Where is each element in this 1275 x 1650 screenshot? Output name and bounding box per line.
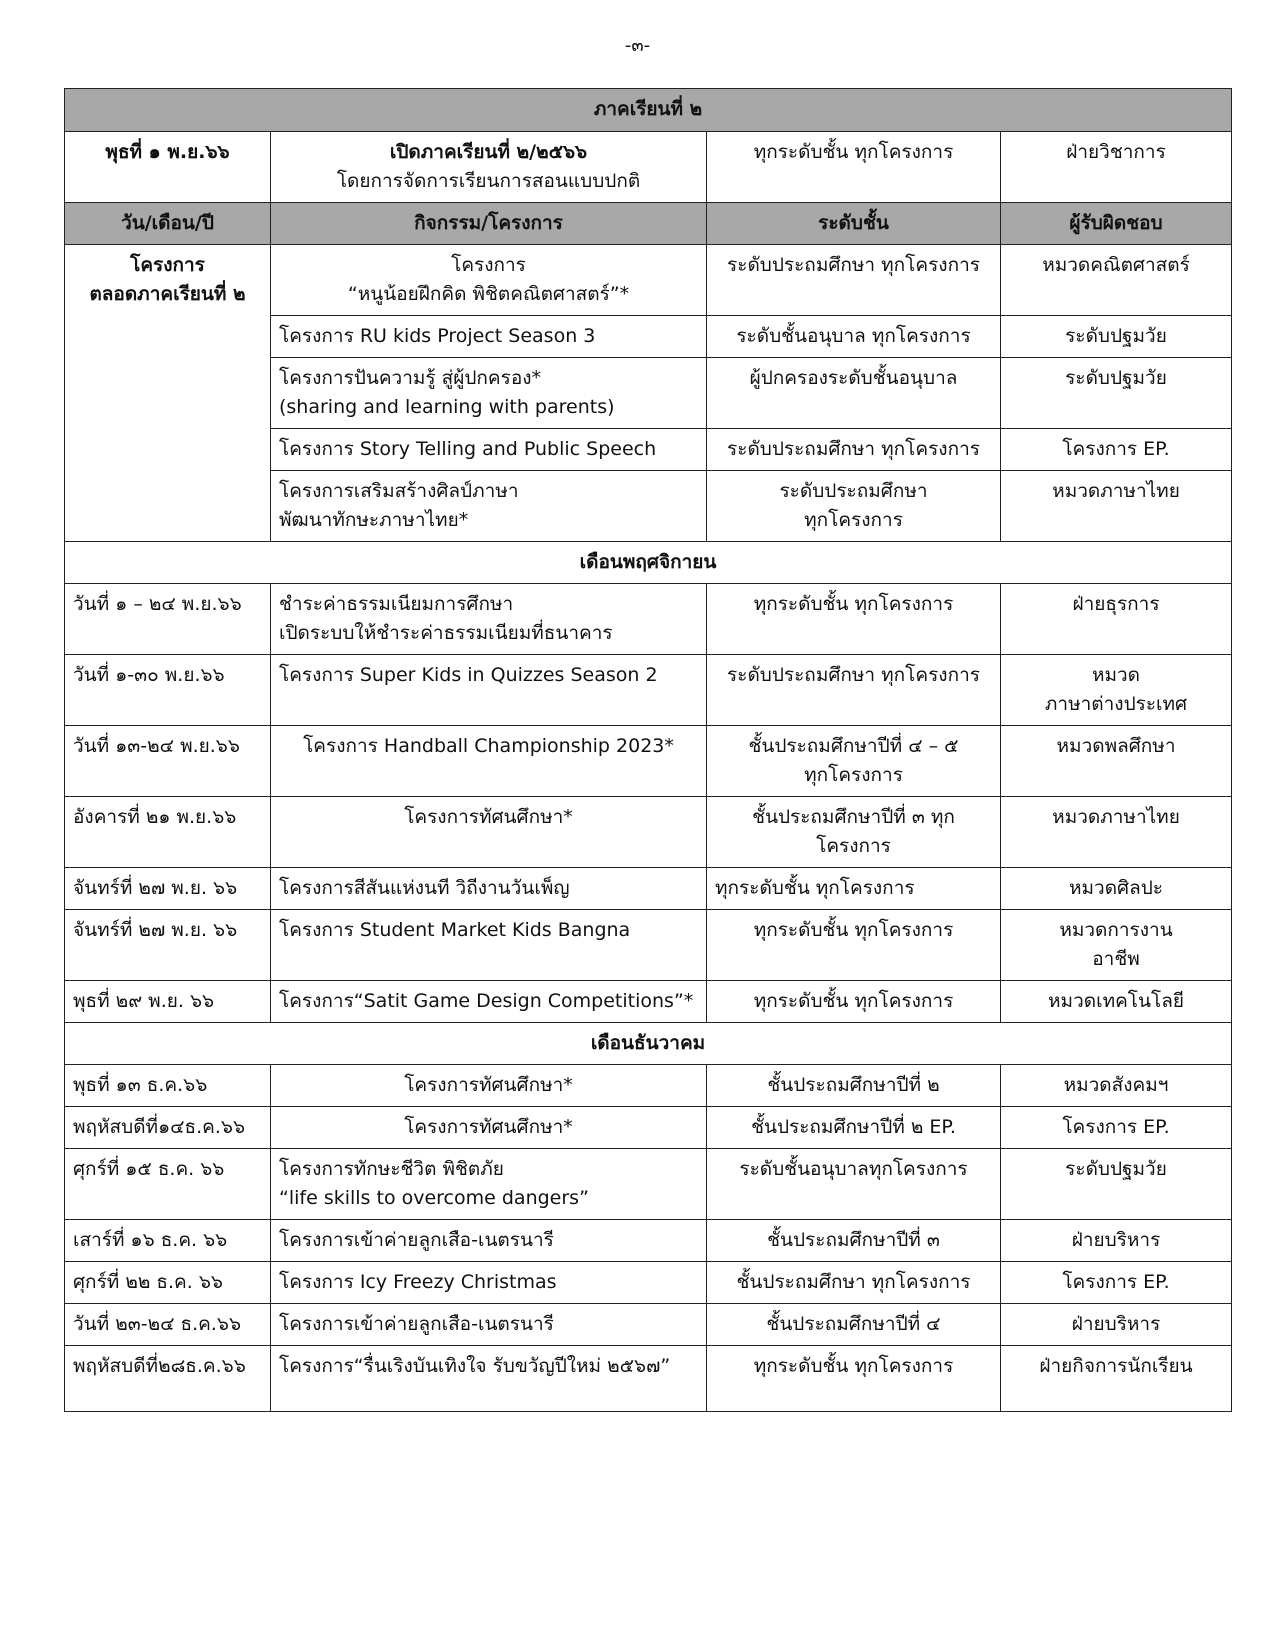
table-row xyxy=(65,1304,1232,1346)
level-text: ระดับประถมศึกษา ทุกโครงการ xyxy=(727,438,980,460)
activity-text: โครงการเข้าค่ายลูกเสือ-เนตรนารี xyxy=(279,1229,554,1251)
november-title: เดือนพฤศจิกายน xyxy=(65,542,1232,584)
level-text: ทุกระดับชั้น ทุกโครงการ xyxy=(753,919,954,941)
level-text: ระดับประถมศึกษา ทุกโครงการ xyxy=(727,254,980,276)
level-text: ชั้นประถมศึกษา ทุกโครงการ xyxy=(736,1271,971,1293)
activity-cell xyxy=(271,1065,707,1107)
owner-cell xyxy=(1001,584,1232,655)
level-cell xyxy=(707,1107,1001,1149)
level-cell xyxy=(707,316,1001,358)
table-row xyxy=(65,1262,1232,1304)
owner-text: โครงการ EP. xyxy=(1062,1116,1170,1138)
activity-cell xyxy=(271,358,707,429)
owner-cell xyxy=(1001,245,1232,316)
owner-text: หมวดคณิตศาสตร์ xyxy=(1042,254,1190,276)
table-row xyxy=(65,726,1232,797)
ongoing-date-cell xyxy=(65,245,271,542)
owner-text: ระดับปฐมวัย xyxy=(1065,1158,1167,1180)
activity-cell xyxy=(271,1107,707,1149)
owner-text: ฝ่ายบริหาร xyxy=(1071,1313,1161,1335)
activity-text: โครงการ xyxy=(451,254,526,276)
owner-cell xyxy=(1001,726,1232,797)
owner-text: โครงการ EP. xyxy=(1062,1271,1170,1293)
activity-cell xyxy=(271,316,707,358)
activity-cell xyxy=(271,1262,707,1304)
level-cell xyxy=(707,429,1001,471)
level-text: ชั้นประถมศึกษาปีที่ ๔ – ๕ xyxy=(748,735,959,757)
owner-text: หมวดภาษาไทย xyxy=(1052,480,1180,502)
level-cell xyxy=(707,797,1001,868)
activity-cell xyxy=(271,868,707,910)
owner-cell xyxy=(1001,358,1232,429)
level-text: ทุกระดับชั้น ทุกโครงการ xyxy=(715,877,915,899)
date-cell: วันที่ ๑-๓๐ พ.ย.๖๖ xyxy=(65,655,271,726)
owner-text-line2: ภาษาต่างประเทศ xyxy=(1044,693,1188,715)
activity-cell xyxy=(271,429,707,471)
activity-text-line2: “life skills to overcome dangers” xyxy=(279,1187,589,1209)
activity-text: โครงการทัศนศึกษา* xyxy=(404,1074,573,1096)
date-cell: ศุกร์ที่ ๒๒ ธ.ค. ๖๖ xyxy=(65,1262,271,1304)
level-cell xyxy=(707,358,1001,429)
date-cell: พุธที่ ๑๓ ธ.ค.๖๖ xyxy=(65,1065,271,1107)
semester-header-row xyxy=(65,89,1232,132)
owner-text: ระดับปฐมวัย xyxy=(1065,367,1167,389)
december-section-header xyxy=(65,1023,1232,1065)
activity-text: โครงการ Story Telling and Public Speech xyxy=(279,438,657,460)
ongoing-date-label-line2: ตลอดภาคเรียนที่ ๒ xyxy=(89,283,246,305)
level-text: ชั้นประถมศึกษาปีที่ ๒ EP. xyxy=(751,1116,956,1138)
owner-cell xyxy=(1001,1346,1232,1412)
activity-text: โครงการเข้าค่ายลูกเสือ-เนตรนารี xyxy=(279,1313,554,1335)
activity-cell xyxy=(271,245,707,316)
owner-cell xyxy=(1001,868,1232,910)
activity-text: ชำระค่าธรรมเนียมการศึกษา xyxy=(279,593,514,615)
activity-text: โครงการ“รื่นเริงบันเทิงใจ รับขวัญปีใหม่ ๒๕๖๗” xyxy=(279,1355,671,1377)
level-text: ชั้นประถมศึกษาปีที่ ๓ ทุกโครงการ xyxy=(752,806,955,857)
activity-cell xyxy=(271,1304,707,1346)
date-cell: วันที่ ๒๓-๒๔ ธ.ค.๖๖ xyxy=(65,1304,271,1346)
owner-text: หมวดภาษาไทย xyxy=(1052,806,1180,828)
column-header-date: วัน/เดือน/ปี xyxy=(65,203,271,245)
date-cell: ศุกร์ที่ ๑๕ ธ.ค. ๖๖ xyxy=(65,1149,271,1220)
level-text-line2: ทุกโครงการ xyxy=(804,764,903,786)
table-row xyxy=(65,245,1232,316)
level-cell xyxy=(707,726,1001,797)
date-cell: พฤหัสบดีที่๑๔ธ.ค.๖๖ xyxy=(65,1107,271,1149)
opening-activity-desc: โดยการจัดการเรียนการสอนแบบปกติ xyxy=(336,170,641,192)
activity-text: โครงการทัศนศึกษา* xyxy=(404,1116,573,1138)
level-text: ผู้ปกครองระดับชั้นอนุบาล xyxy=(749,367,958,389)
owner-text: หมวดศิลปะ xyxy=(1068,877,1164,899)
activity-cell xyxy=(271,584,707,655)
activity-cell xyxy=(271,1149,707,1220)
ongoing-date-label: โครงการ xyxy=(130,254,205,276)
activity-text: โครงการ Student Market Kids Bangna xyxy=(279,919,631,941)
level-text: ระดับชั้นอนุบาลทุกโครงการ xyxy=(739,1158,968,1180)
level-cell xyxy=(707,1220,1001,1262)
level-cell xyxy=(707,981,1001,1023)
activity-cell xyxy=(271,655,707,726)
column-header-row xyxy=(65,203,1232,245)
table-row xyxy=(65,584,1232,655)
owner-cell xyxy=(1001,655,1232,726)
semester-title: ภาคเรียนที่ ๒ xyxy=(65,89,1232,132)
column-header-level: ระดับชั้น xyxy=(707,203,1001,245)
opening-row xyxy=(65,132,1232,203)
level-cell xyxy=(707,1262,1001,1304)
owner-cell xyxy=(1001,471,1232,542)
table-row xyxy=(65,655,1232,726)
date-cell: พฤหัสบดีที่๒๘ธ.ค.๖๖ xyxy=(65,1346,271,1412)
activity-text-line2: เปิดระบบให้ชำระค่าธรรมเนียมที่ธนาคาร xyxy=(279,622,613,644)
activity-text: โครงการทัศนศึกษา* xyxy=(404,806,573,828)
level-text: ชั้นประถมศึกษาปีที่ ๓ xyxy=(767,1229,940,1251)
page-number: -๓- xyxy=(624,35,651,56)
december-title: เดือนธันวาคม xyxy=(65,1023,1232,1065)
owner-text: หมวดพลศึกษา xyxy=(1056,735,1176,757)
level-cell xyxy=(707,1304,1001,1346)
date-cell: วันที่ ๑ – ๒๔ พ.ย.๖๖ xyxy=(65,584,271,655)
activity-cell xyxy=(271,981,707,1023)
activity-text: โครงการ Icy Freezy Christmas xyxy=(279,1271,557,1293)
owner-text: ระดับปฐมวัย xyxy=(1065,325,1167,347)
activity-text: โครงการ Handball Championship 2023* xyxy=(303,735,674,757)
level-text: ทุกระดับชั้น ทุกโครงการ xyxy=(753,593,954,615)
opening-activity-title: เปิดภาคเรียนที่ ๒/๒๕๖๖ xyxy=(389,141,588,163)
level-text: ชั้นประถมศึกษาปีที่ ๔ xyxy=(766,1313,941,1335)
activity-text-line2: “หนูน้อยฝึกคิด พิชิตคณิตศาสตร์”* xyxy=(347,283,630,305)
activity-cell xyxy=(271,797,707,868)
owner-cell xyxy=(1001,910,1232,981)
date-cell: เสาร์ที่ ๑๖ ธ.ค. ๖๖ xyxy=(65,1220,271,1262)
table-row xyxy=(65,981,1232,1023)
owner-text: โครงการ EP. xyxy=(1062,438,1170,460)
owner-cell xyxy=(1001,1107,1232,1149)
opening-owner: ฝ่ายวิชาการ xyxy=(1001,132,1232,203)
level-text: ระดับประถมศึกษา ทุกโครงการ xyxy=(727,664,980,686)
activity-text-line2: (sharing and learning with parents) xyxy=(279,396,615,418)
level-text: ทุกระดับชั้น ทุกโครงการ xyxy=(753,990,954,1012)
level-cell xyxy=(707,245,1001,316)
owner-cell xyxy=(1001,1149,1232,1220)
owner-cell xyxy=(1001,1220,1232,1262)
level-cell xyxy=(707,910,1001,981)
activity-text: โครงการ“Satit Game Design Competitions”* xyxy=(279,990,694,1012)
activity-text: โครงการ Super Kids in Quizzes Season 2 xyxy=(279,664,658,686)
owner-text: หมวดเทคโนโลยี xyxy=(1048,990,1184,1012)
level-cell xyxy=(707,1346,1001,1412)
level-cell xyxy=(707,655,1001,726)
table-row xyxy=(65,910,1232,981)
opening-level: ทุกระดับชั้น ทุกโครงการ xyxy=(707,132,1001,203)
owner-text: หมวดสังคมฯ xyxy=(1063,1074,1169,1096)
activity-cell xyxy=(271,1346,707,1412)
table-row xyxy=(65,1107,1232,1149)
owner-cell xyxy=(1001,1304,1232,1346)
date-cell: พุธที่ ๒๙ พ.ย. ๖๖ xyxy=(65,981,271,1023)
owner-cell xyxy=(1001,316,1232,358)
date-cell: จันทร์ที่ ๒๗ พ.ย. ๖๖ xyxy=(65,910,271,981)
november-section-header xyxy=(65,542,1232,584)
activity-text: โครงการ RU kids Project Season 3 xyxy=(279,325,596,347)
owner-cell xyxy=(1001,429,1232,471)
activity-cell xyxy=(271,471,707,542)
column-header-owner: ผู้รับผิดชอบ xyxy=(1001,203,1232,245)
level-text: ชั้นประถมศึกษาปีที่ ๒ xyxy=(767,1074,940,1096)
opening-date: พุธที่ ๑ พ.ย.๖๖ xyxy=(65,132,271,203)
level-text: ระดับชั้นอนุบาล ทุกโครงการ xyxy=(736,325,971,347)
table-row xyxy=(65,868,1232,910)
column-header-activity: กิจกรรม/โครงการ xyxy=(271,203,707,245)
activity-text-line2: พัฒนาทักษะภาษาไทย* xyxy=(279,509,469,531)
level-cell xyxy=(707,868,1001,910)
table-row xyxy=(65,797,1232,868)
table-row xyxy=(65,1065,1232,1107)
owner-cell xyxy=(1001,1262,1232,1304)
level-cell xyxy=(707,1065,1001,1107)
owner-text-line2: อาชีพ xyxy=(1092,948,1140,970)
owner-text: ฝ่ายบริหาร xyxy=(1071,1229,1161,1251)
date-cell: วันที่ ๑๓-๒๔ พ.ย.๖๖ xyxy=(65,726,271,797)
activity-text: โครงการทักษะชีวิต พิชิตภัย xyxy=(279,1158,504,1180)
activity-text: โครงการสีสันแห่งนที วิถีงานวันเพ็ญ xyxy=(279,877,570,899)
date-cell: จันทร์ที่ ๒๗ พ.ย. ๖๖ xyxy=(65,868,271,910)
level-cell xyxy=(707,471,1001,542)
table-row xyxy=(65,1346,1232,1412)
level-text-line2: ทุกโครงการ xyxy=(804,509,903,531)
table-row xyxy=(65,1149,1232,1220)
owner-cell xyxy=(1001,797,1232,868)
activity-cell xyxy=(271,910,707,981)
date-cell: อังคารที่ ๒๑ พ.ย.๖๖ xyxy=(65,797,271,868)
activity-cell xyxy=(271,1220,707,1262)
activity-text: โครงการปันความรู้ สู่ผู้ปกครอง* xyxy=(279,367,542,389)
level-cell xyxy=(707,584,1001,655)
level-text: ทุกระดับชั้น ทุกโครงการ xyxy=(753,1355,954,1377)
table-row xyxy=(65,1220,1232,1262)
owner-text: หมวดการงาน xyxy=(1059,919,1173,941)
activity-cell xyxy=(271,726,707,797)
level-text: ระดับประถมศึกษา xyxy=(779,480,928,502)
owner-text: ฝ่ายธุรการ xyxy=(1072,593,1160,615)
owner-text: หมวด xyxy=(1091,664,1141,686)
level-cell xyxy=(707,1149,1001,1220)
owner-text: ฝ่ายกิจการนักเรียน xyxy=(1039,1355,1193,1377)
activity-text: โครงการเสริมสร้างศิลป์ภาษา xyxy=(279,480,519,502)
schedule-table xyxy=(64,88,1232,1412)
owner-cell xyxy=(1001,1065,1232,1107)
owner-cell xyxy=(1001,981,1232,1023)
